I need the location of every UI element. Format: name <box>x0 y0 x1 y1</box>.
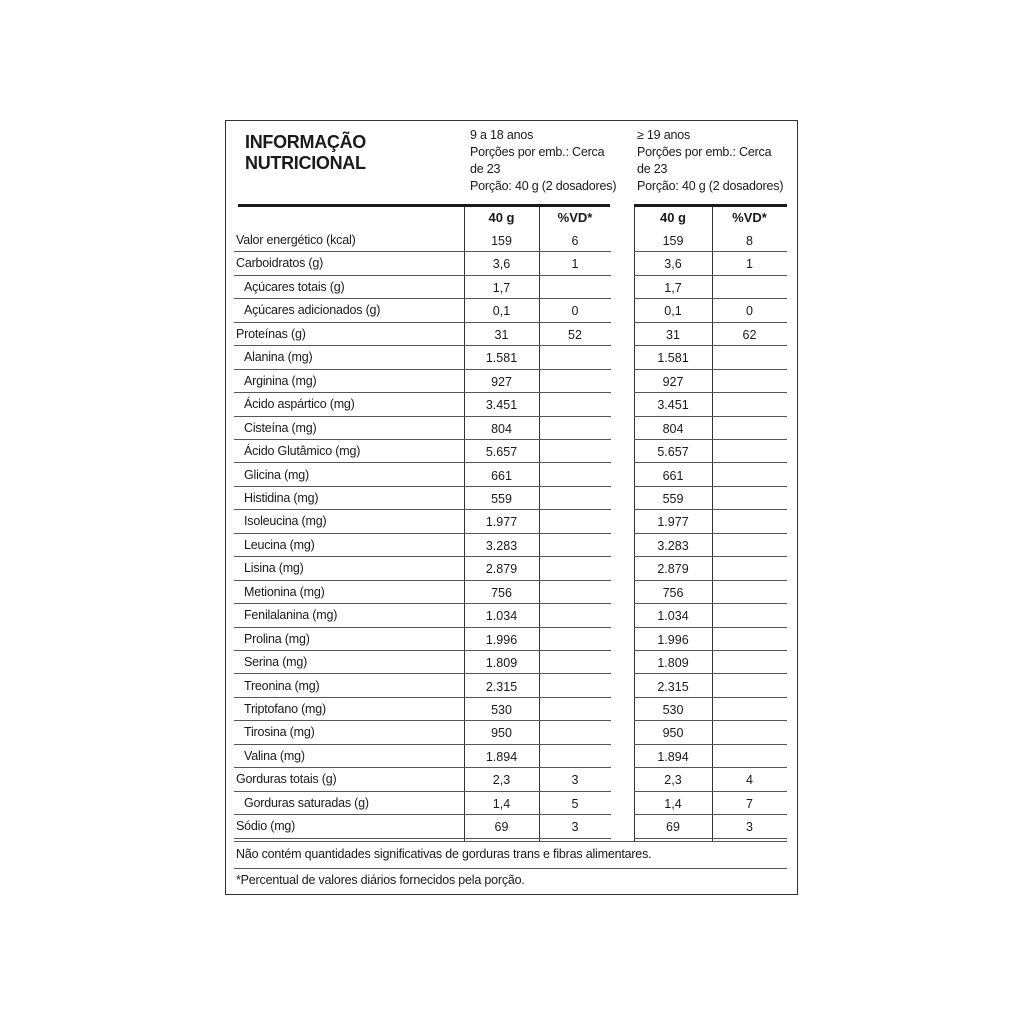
dv-cell: 1 <box>571 257 579 272</box>
table-row <box>226 557 799 580</box>
amount-cell: 0,1 <box>664 304 682 319</box>
table-row <box>226 252 799 275</box>
amount-cell: 1.996 <box>657 632 689 647</box>
amount-cell: 1.894 <box>657 749 689 764</box>
amount-cell: 1.809 <box>485 656 518 671</box>
amount-cell: 1.894 <box>485 749 518 764</box>
nutrient-label: Açúcares totais (g) <box>244 279 345 294</box>
amount-cell: 756 <box>662 585 684 600</box>
table-row <box>226 721 799 744</box>
nutrient-label: Valina (mg) <box>244 748 305 763</box>
group-portions-cont: de 23 <box>470 162 501 176</box>
amount-cell: 0,1 <box>492 304 511 319</box>
nutrient-label: Leucina (mg) <box>244 537 315 552</box>
col-header-amount-2: 40 g <box>659 210 686 225</box>
table-row <box>226 393 799 416</box>
amount-cell: 2,3 <box>664 773 682 788</box>
table-row <box>226 417 799 440</box>
amount-cell: 3.283 <box>485 538 518 553</box>
amount-cell: 69 <box>494 820 509 835</box>
nutrient-label: Serina (mg) <box>244 655 308 670</box>
amount-cell: 3,6 <box>664 257 682 272</box>
nutrient-label: Gorduras totais (g) <box>236 772 337 787</box>
dv-cell: 7 <box>746 796 753 811</box>
amount-cell: 950 <box>491 726 512 741</box>
header-rule-right <box>634 204 787 207</box>
amount-cell: 950 <box>662 726 684 741</box>
table-row <box>226 675 799 698</box>
amount-cell: 2,3 <box>492 773 511 788</box>
footer-divider <box>234 841 787 842</box>
dv-cell: 6 <box>571 234 579 248</box>
amount-cell: 159 <box>491 234 512 248</box>
amount-cell: 1,7 <box>492 280 511 295</box>
dv-cell: 8 <box>746 234 753 248</box>
group-portion-size: Porção: 40 g (2 dosadores) <box>470 179 617 193</box>
amount-cell: 1,4 <box>664 796 682 811</box>
trans-fat-note: Não contém quantidades significativas de gorduras trans e fibras alimentares. <box>236 847 652 861</box>
row-divider <box>634 838 787 839</box>
nutrient-label: Isoleucina (mg) <box>244 514 327 529</box>
nutrient-label: Cisteína (mg) <box>244 420 317 435</box>
table-row <box>226 346 799 369</box>
nutrient-label: Alanina (mg) <box>244 350 313 365</box>
nutrient-label: Açúcares adicionados (g) <box>244 303 381 318</box>
footer-divider <box>234 868 787 869</box>
amount-cell: 530 <box>662 703 684 717</box>
nutrient-label: Triptofano (mg) <box>244 702 326 716</box>
amount-cell: 31 <box>666 327 680 342</box>
table-row <box>226 440 799 463</box>
table-row <box>226 768 799 791</box>
group-portions: Porções por emb.: Cerca <box>637 145 772 159</box>
dv-cell: 62 <box>742 327 757 342</box>
amount-cell: 927 <box>662 374 684 389</box>
dv-footnote: *Percentual de valores diários fornecidos pela porção. <box>236 873 525 887</box>
amount-cell: 804 <box>491 421 512 436</box>
col-header-dv-2: %VD* <box>732 210 767 225</box>
group-portion-size: Porção: 40 g (2 dosadores) <box>637 179 784 193</box>
table-row <box>226 299 799 322</box>
table-row <box>226 229 799 252</box>
table-row <box>226 276 799 299</box>
table-row <box>226 792 799 815</box>
group-header-19-plus <box>637 127 797 195</box>
amount-cell: 530 <box>491 703 512 717</box>
panel-title <box>245 132 405 174</box>
col-header-amount-1: 40 g <box>488 210 515 225</box>
amount-cell: 756 <box>491 585 512 600</box>
table-row <box>226 510 799 533</box>
amount-cell: 3.451 <box>657 398 689 413</box>
col-header-dv-1: %VD* <box>557 210 593 225</box>
nutrient-label: Carboidratos (g) <box>236 256 324 271</box>
amount-cell: 661 <box>491 468 512 483</box>
amount-cell: 31 <box>494 327 509 342</box>
nutrient-label: Histidina (mg) <box>244 490 319 505</box>
amount-cell: 1.809 <box>657 656 689 671</box>
table-row <box>226 815 799 838</box>
nutrient-label: Ácido Glutâmico (mg) <box>244 444 361 459</box>
table-row <box>226 651 799 674</box>
nutrient-label: Arginina (mg) <box>244 373 317 388</box>
nutrient-label: Glicina (mg) <box>244 467 309 482</box>
nutrition-facts-panel <box>225 120 798 895</box>
table-row <box>226 628 799 651</box>
amount-cell: 1.034 <box>485 609 518 624</box>
nutrient-label: Gorduras saturadas (g) <box>244 795 369 810</box>
group-portions-cont: de 23 <box>637 162 668 176</box>
nutrient-label: Valor energético (kcal) <box>236 233 356 247</box>
table-row <box>226 464 799 487</box>
dv-cell: 3 <box>571 820 579 835</box>
dv-cell: 52 <box>568 327 582 342</box>
table-row <box>226 581 799 604</box>
amount-cell: 1,4 <box>492 796 511 811</box>
amount-cell: 5.657 <box>657 445 689 460</box>
amount-cell: 2.315 <box>657 679 689 694</box>
amount-cell: 159 <box>662 234 684 248</box>
amount-cell: 1.034 <box>657 609 689 624</box>
dv-cell: 3 <box>746 820 753 835</box>
dv-cell: 1 <box>746 257 753 272</box>
table-row <box>226 604 799 627</box>
amount-cell: 3.451 <box>485 398 518 413</box>
group-age: 9 a 18 anos <box>470 128 534 142</box>
dv-cell: 0 <box>746 304 753 319</box>
table-row <box>226 698 799 721</box>
amount-cell: 559 <box>662 491 684 506</box>
amount-cell: 1.581 <box>657 351 689 366</box>
group-header-9-18 <box>470 127 630 195</box>
table-row <box>226 370 799 393</box>
amount-cell: 2.879 <box>485 562 518 577</box>
group-age: ≥ 19 anos <box>637 128 691 142</box>
amount-cell: 69 <box>666 820 680 835</box>
table-row <box>226 323 799 346</box>
header-rule-left <box>238 204 610 207</box>
nutrient-label: Metionina (mg) <box>244 584 325 599</box>
amount-cell: 804 <box>662 421 684 436</box>
amount-cell: 559 <box>491 491 512 506</box>
amount-cell: 927 <box>491 374 512 389</box>
table-row <box>226 487 799 510</box>
nutrient-label: Tirosina (mg) <box>244 725 315 740</box>
nutrient-label: Fenilalanina (mg) <box>244 608 338 623</box>
nutrient-label: Lisina (mg) <box>244 561 304 576</box>
amount-cell: 1,7 <box>664 280 682 295</box>
dv-cell: 5 <box>571 796 579 811</box>
amount-cell: 2.879 <box>657 562 689 577</box>
title-line-2: NUTRICIONAL <box>245 153 366 173</box>
amount-cell: 5.657 <box>485 445 518 460</box>
amount-cell: 3.283 <box>657 538 689 553</box>
amount-cell: 1.996 <box>485 632 518 647</box>
nutrient-label: Proteínas (g) <box>236 326 306 341</box>
amount-cell: 661 <box>662 468 684 483</box>
amount-cell: 2.315 <box>485 679 518 694</box>
table-row <box>226 534 799 557</box>
nutrient-label: Sódio (mg) <box>236 819 296 834</box>
table-row <box>226 745 799 768</box>
title-line-1: INFORMAÇÃO <box>245 132 366 152</box>
amount-cell: 1.977 <box>485 515 518 530</box>
group-portions: Porções por emb.: Cerca <box>470 145 605 159</box>
nutrient-label: Treonina (mg) <box>244 678 320 693</box>
nutrient-label: Ácido aspártico (mg) <box>244 397 355 412</box>
dv-cell: 0 <box>571 304 579 319</box>
amount-cell: 1.581 <box>485 351 518 366</box>
amount-cell: 1.977 <box>657 515 689 530</box>
nutrient-label: Prolina (mg) <box>244 631 310 646</box>
row-divider <box>234 838 611 839</box>
dv-cell: 3 <box>571 773 579 788</box>
dv-cell: 4 <box>746 773 753 788</box>
amount-cell: 3,6 <box>492 257 511 272</box>
